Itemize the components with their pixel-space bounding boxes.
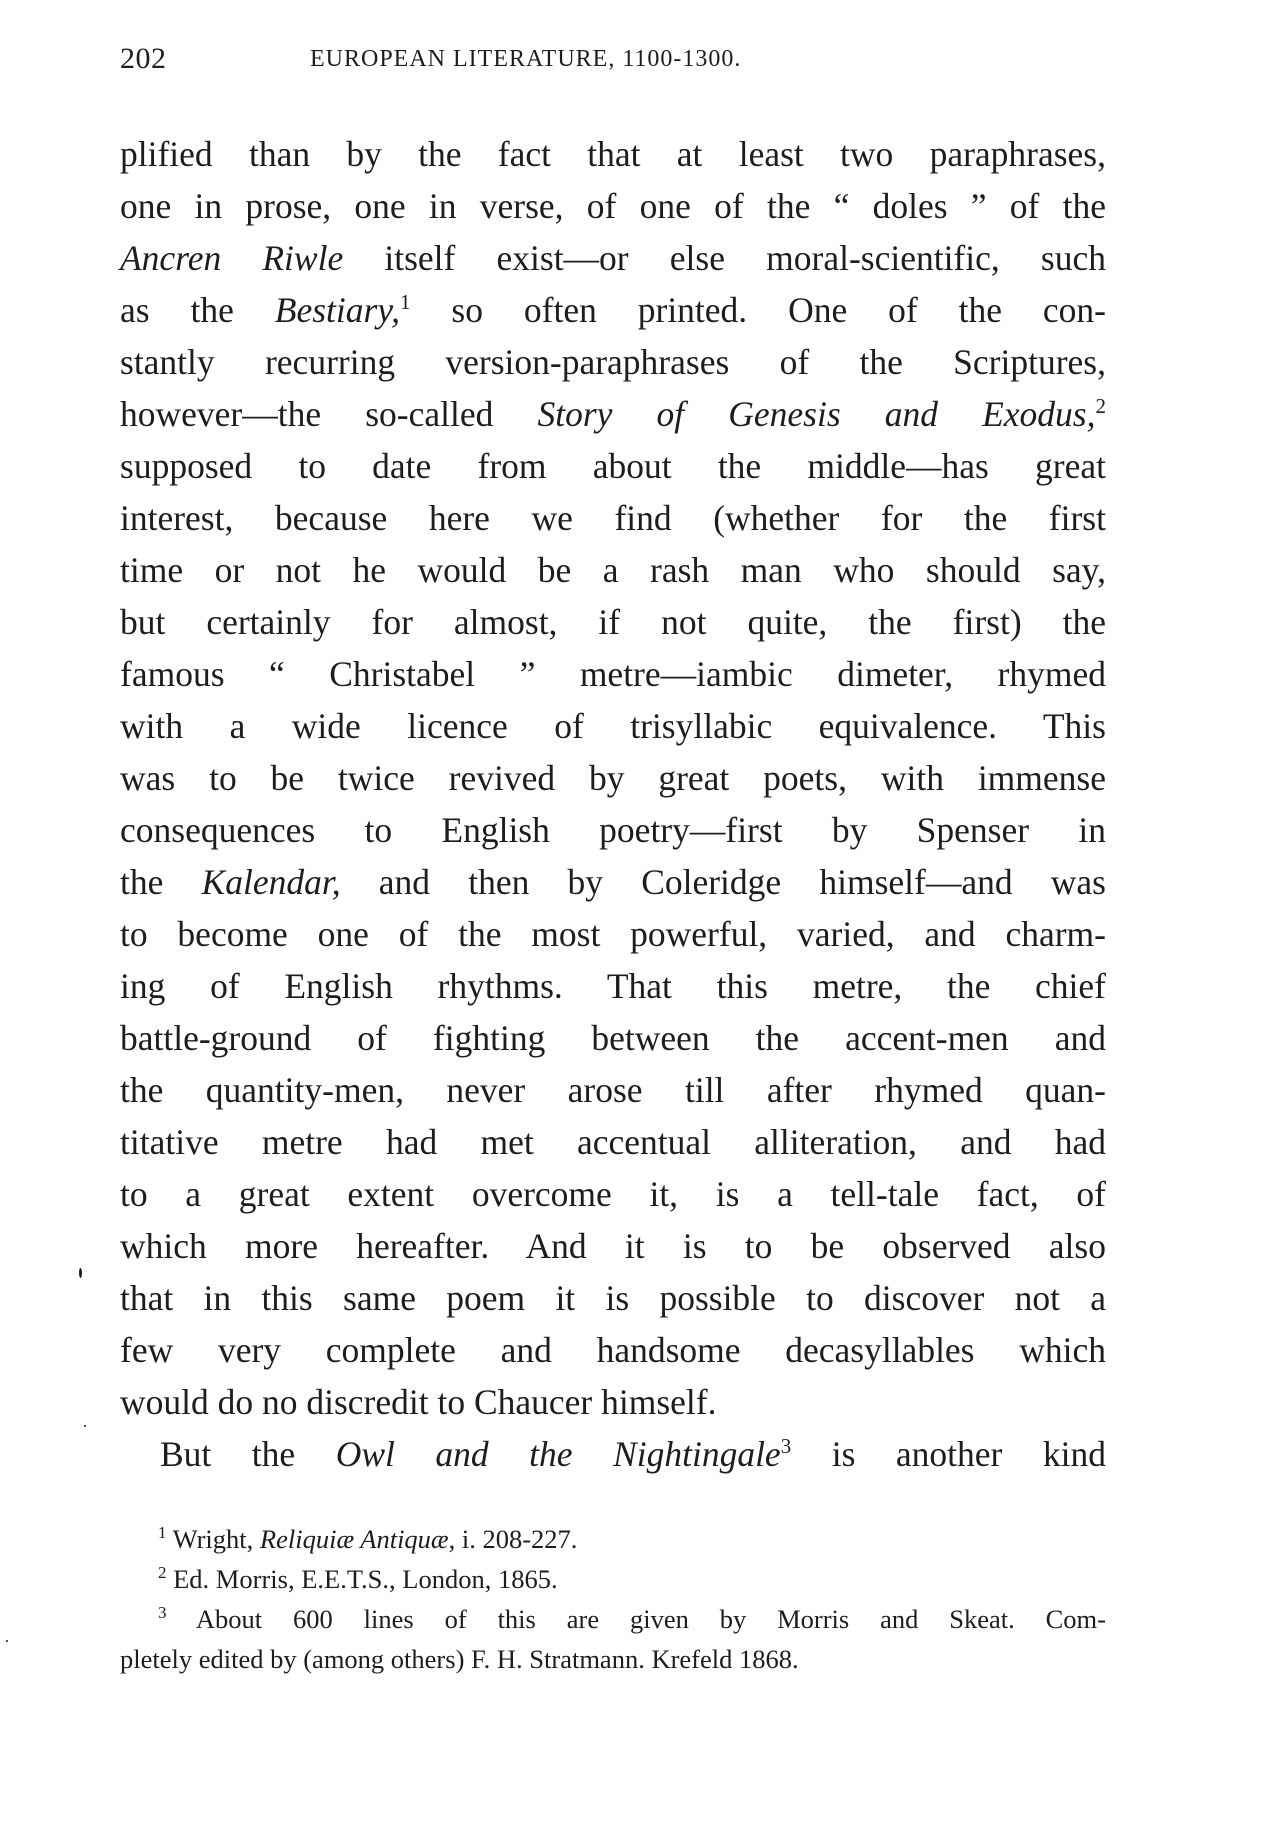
text-line: with a wide licence of trisyllabic equivalence. This <box>120 706 1106 746</box>
text-line: would do no discredit to Chaucer himself. <box>120 1382 717 1422</box>
italic-title: Story of Genesis and Exodus, <box>537 394 1096 434</box>
text-line: plified than by the fact that at least two paraphrases, <box>120 134 1106 174</box>
italic-title: Owl and the Nightingale <box>335 1434 781 1474</box>
text-line: one in prose, one in verse, of one of the “ doles ” of the <box>120 186 1106 226</box>
text-line: interest, because here we find (whether for the first <box>120 498 1106 538</box>
text-line: but certainly for almost, if not quite, the first) the <box>120 602 1106 642</box>
print-speck <box>79 1268 82 1278</box>
text-line: the Kalendar, and then by Coleridge himself—and was <box>120 862 1106 902</box>
text-line: was to be twice revived by great poets, with immense <box>120 758 1106 798</box>
text-line: few very complete and handsome decasyllables which <box>120 1330 1106 1370</box>
text-line: the quantity-men, never arose till after rhymed quan- <box>120 1070 1106 1110</box>
text-line: to a great extent overcome it, is a tell-tale fact, of <box>120 1174 1106 1214</box>
footnotes <box>120 1519 1106 1679</box>
text-line: as the Bestiary,$^1$ so often printed. One of the con- <box>120 290 1106 330</box>
footnote-2: $^2$ Ed. Morris, E.E.T.S., London, 1865. <box>158 1563 558 1594</box>
text-line: stantly recurring version-paraphrases of the Scriptures, <box>120 342 1106 382</box>
footnote-3-line-two: pletely edited by (among others) F. H. Stratmann. Krefeld 1868. <box>120 1644 799 1674</box>
text-line: time or not he would be a rash man who should say, <box>120 550 1106 590</box>
italic-title: Ancren Riwle <box>120 238 344 278</box>
text-line: which more hereafter. And it is to be observed also <box>120 1226 1106 1266</box>
text-line: ing of English rhythms. That this metre, the chief <box>120 966 1106 1006</box>
page-header <box>120 42 910 86</box>
text-line: battle-ground of fighting between the accent-men and <box>120 1018 1106 1058</box>
text-line: Ancren Riwle itself exist—or else moral-scientific, such <box>120 238 1106 278</box>
text-line: that in this same poem it is possible to discover not a <box>120 1278 1106 1318</box>
footnote-3-line-one: $^3$ About 600 lines of this are given by Morris and Skeat. Com- <box>158 1603 1106 1634</box>
footnote-reference: 3 <box>780 1434 792 1459</box>
footnote-reference: 2 <box>1095 394 1107 419</box>
italic-title: Kalendar, <box>201 862 341 902</box>
text-line: But the Owl and the Nightingale$^3$ is another kind <box>160 1434 1106 1474</box>
page-number: 202 <box>120 42 167 75</box>
text-line: consequences to English poetry—first by Spenser in <box>120 810 1106 850</box>
print-speck <box>84 1425 86 1427</box>
italic-title: Bestiary, <box>274 290 400 330</box>
text-line: to become one of the most powerful, varied, and charm- <box>120 914 1106 954</box>
print-speck <box>6 1640 8 1642</box>
footnote-reference: 1 <box>400 290 411 315</box>
footnote-1: $^1$ Wright, Reliquiæ Antiquæ, i. 208-227. <box>158 1523 578 1554</box>
text-line: however—the so-called Story of Genesis and Exodus,$^2$ <box>120 394 1107 434</box>
text-line: famous “ Christabel ” metre—iambic dimeter, rhymed <box>120 654 1106 694</box>
main-text <box>120 128 1106 1480</box>
text-line: titative metre had met accentual alliteration, and had <box>120 1122 1106 1162</box>
text-line: supposed to date from about the middle—has great <box>120 446 1106 486</box>
running-title: EUROPEAN LITERATURE, 1100-1300. <box>310 46 742 72</box>
